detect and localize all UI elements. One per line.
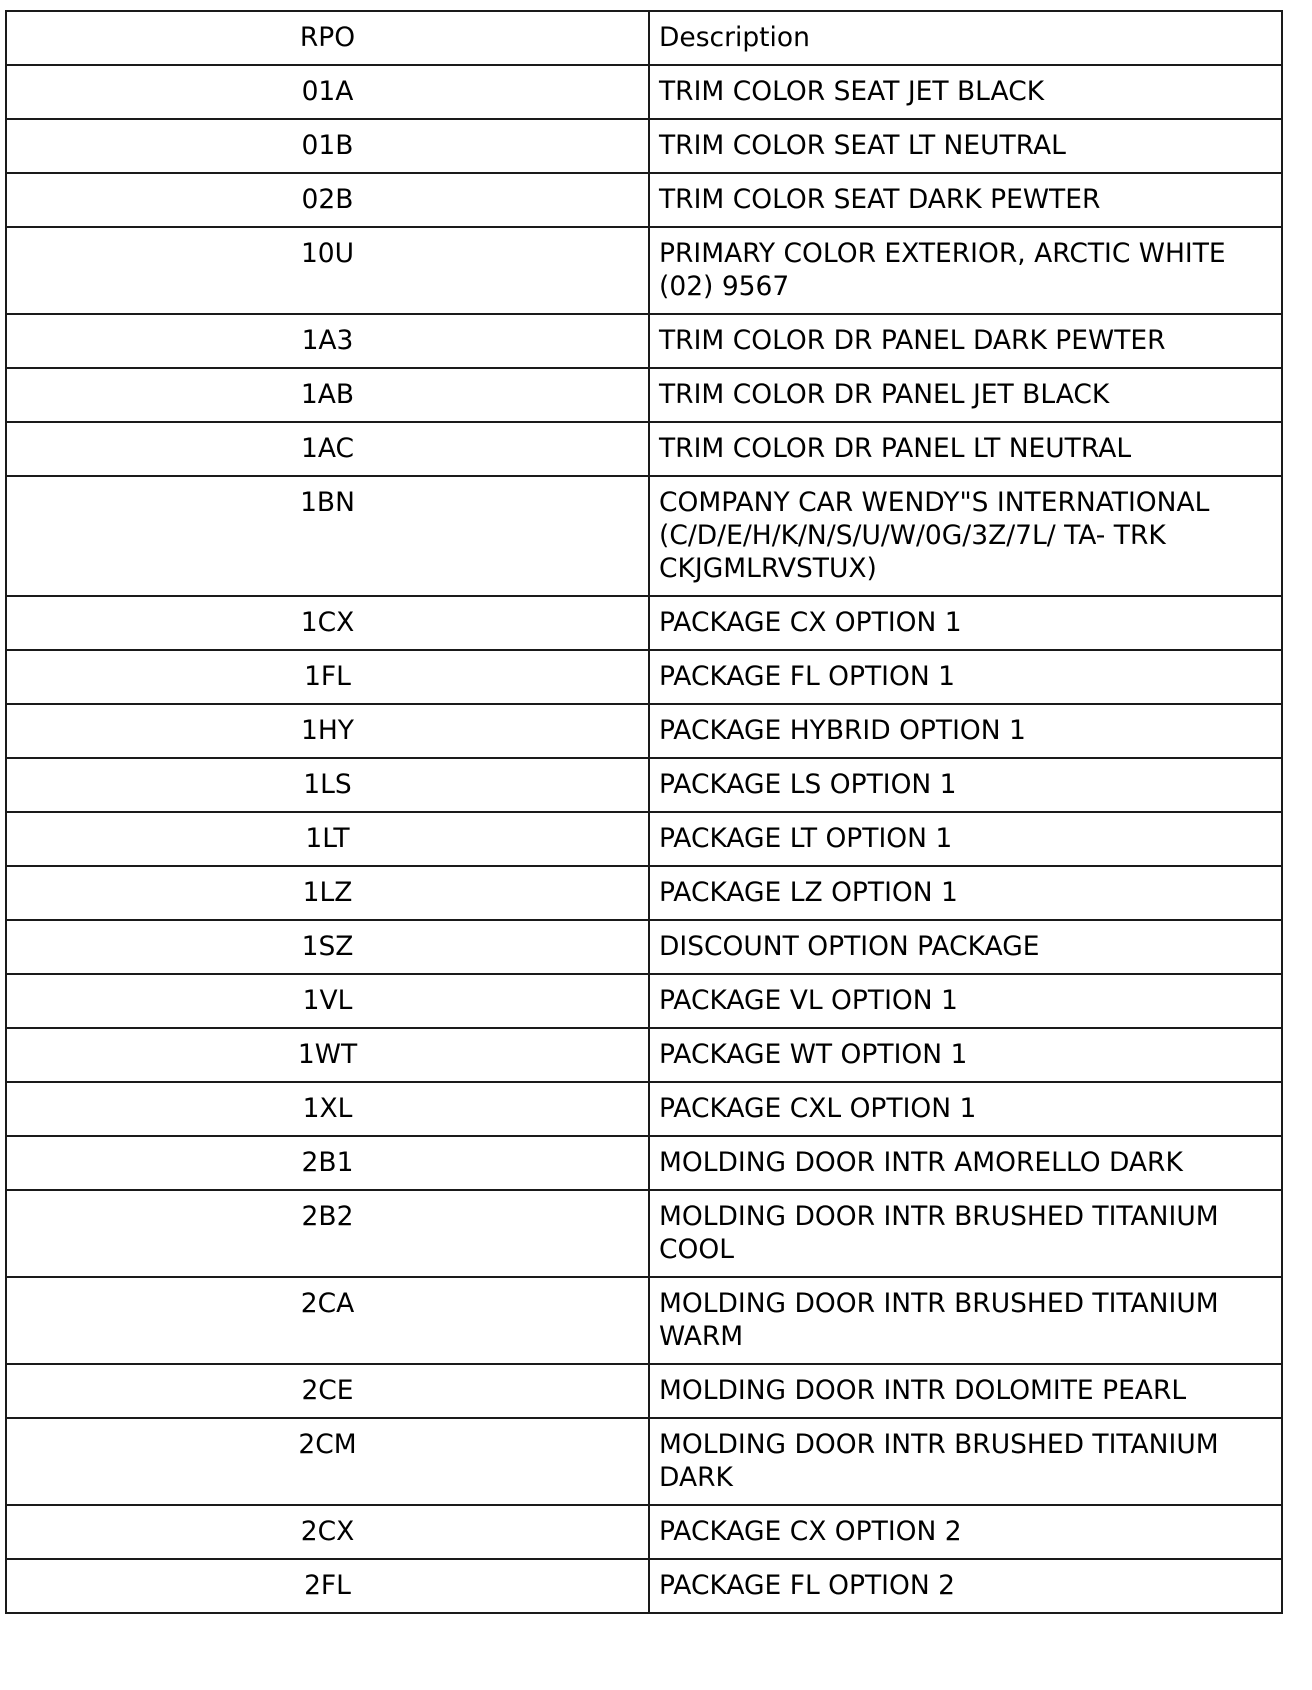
table-row <box>6 1136 1282 1190</box>
table-body <box>6 11 1282 1613</box>
description-cell: PACKAGE FL OPTION 1 <box>649 650 1282 704</box>
description-cell: PACKAGE FL OPTION 2 <box>649 1559 1282 1613</box>
description-cell: TRIM COLOR SEAT LT NEUTRAL <box>649 119 1282 173</box>
rpo-code-cell: 1AB <box>6 368 649 422</box>
table-row <box>6 119 1282 173</box>
table-row <box>6 1028 1282 1082</box>
description-cell: TRIM COLOR DR PANEL JET BLACK <box>649 368 1282 422</box>
rpo-code-cell: 1FL <box>6 650 649 704</box>
rpo-code-cell: 1LZ <box>6 866 649 920</box>
table-row <box>6 866 1282 920</box>
description-cell: TRIM COLOR DR PANEL DARK PEWTER <box>649 314 1282 368</box>
description-cell: PACKAGE LT OPTION 1 <box>649 812 1282 866</box>
rpo-code-cell: 1LS <box>6 758 649 812</box>
description-cell: DISCOUNT OPTION PACKAGE <box>649 920 1282 974</box>
description-cell: MOLDING DOOR INTR BRUSHED TITANIUM COOL <box>649 1190 1282 1277</box>
table-row <box>6 1190 1282 1277</box>
table-row <box>6 812 1282 866</box>
table-row <box>6 974 1282 1028</box>
description-cell: PACKAGE HYBRID OPTION 1 <box>649 704 1282 758</box>
rpo-code-cell: 01A <box>6 65 649 119</box>
description-cell: PACKAGE CXL OPTION 1 <box>649 1082 1282 1136</box>
rpo-code-cell: 10U <box>6 227 649 314</box>
table-row <box>6 758 1282 812</box>
table-row <box>6 650 1282 704</box>
table-row <box>6 1505 1282 1559</box>
rpo-code-cell: 2B2 <box>6 1190 649 1277</box>
table-row <box>6 422 1282 476</box>
description-cell: PACKAGE CX OPTION 2 <box>649 1505 1282 1559</box>
rpo-code-cell: 2CM <box>6 1418 649 1505</box>
description-cell: PACKAGE LZ OPTION 1 <box>649 866 1282 920</box>
table-row <box>6 596 1282 650</box>
rpo-code-cell: 2FL <box>6 1559 649 1613</box>
description-cell: PACKAGE WT OPTION 1 <box>649 1028 1282 1082</box>
rpo-table <box>5 10 1283 1614</box>
rpo-code-cell: 2CA <box>6 1277 649 1364</box>
table-header-row <box>6 11 1282 65</box>
description-cell: PRIMARY COLOR EXTERIOR, ARCTIC WHITE (02) 9567 <box>649 227 1282 314</box>
rpo-code-cell: 1SZ <box>6 920 649 974</box>
rpo-code-cell: 2CX <box>6 1505 649 1559</box>
table-row <box>6 476 1282 596</box>
rpo-code-cell: 2CE <box>6 1364 649 1418</box>
description-cell: TRIM COLOR DR PANEL LT NEUTRAL <box>649 422 1282 476</box>
table-row <box>6 1559 1282 1613</box>
table-row <box>6 173 1282 227</box>
table-row <box>6 227 1282 314</box>
rpo-code-cell: 1XL <box>6 1082 649 1136</box>
rpo-code-cell: 1A3 <box>6 314 649 368</box>
rpo-code-cell: 1VL <box>6 974 649 1028</box>
header-rpo: RPO <box>6 11 649 65</box>
table-row <box>6 368 1282 422</box>
table-row <box>6 314 1282 368</box>
rpo-code-cell: 1AC <box>6 422 649 476</box>
description-cell: COMPANY CAR WENDY"S INTERNATIONAL (C/D/E/H/K/N/S/U/W/0G/3Z/7L/ TA- TRK CKJGMLRVSTUX) <box>649 476 1282 596</box>
rpo-code-cell: 1BN <box>6 476 649 596</box>
table-row <box>6 1082 1282 1136</box>
table-row <box>6 704 1282 758</box>
rpo-code-cell: 1CX <box>6 596 649 650</box>
table-row <box>6 920 1282 974</box>
header-description: Description <box>649 11 1282 65</box>
description-cell: PACKAGE CX OPTION 1 <box>649 596 1282 650</box>
description-cell: TRIM COLOR SEAT DARK PEWTER <box>649 173 1282 227</box>
description-cell: MOLDING DOOR INTR BRUSHED TITANIUM WARM <box>649 1277 1282 1364</box>
rpo-code-cell: 02B <box>6 173 649 227</box>
description-cell: MOLDING DOOR INTR DOLOMITE PEARL <box>649 1364 1282 1418</box>
rpo-code-cell: 2B1 <box>6 1136 649 1190</box>
table-row <box>6 65 1282 119</box>
rpo-code-cell: 1HY <box>6 704 649 758</box>
description-cell: MOLDING DOOR INTR BRUSHED TITANIUM DARK <box>649 1418 1282 1505</box>
rpo-code-cell: 1LT <box>6 812 649 866</box>
description-cell: PACKAGE VL OPTION 1 <box>649 974 1282 1028</box>
description-cell: PACKAGE LS OPTION 1 <box>649 758 1282 812</box>
rpo-code-cell: 1WT <box>6 1028 649 1082</box>
table-row <box>6 1418 1282 1505</box>
description-cell: MOLDING DOOR INTR AMORELLO DARK <box>649 1136 1282 1190</box>
rpo-code-cell: 01B <box>6 119 649 173</box>
description-cell: TRIM COLOR SEAT JET BLACK <box>649 65 1282 119</box>
table-row <box>6 1364 1282 1418</box>
table-row <box>6 1277 1282 1364</box>
